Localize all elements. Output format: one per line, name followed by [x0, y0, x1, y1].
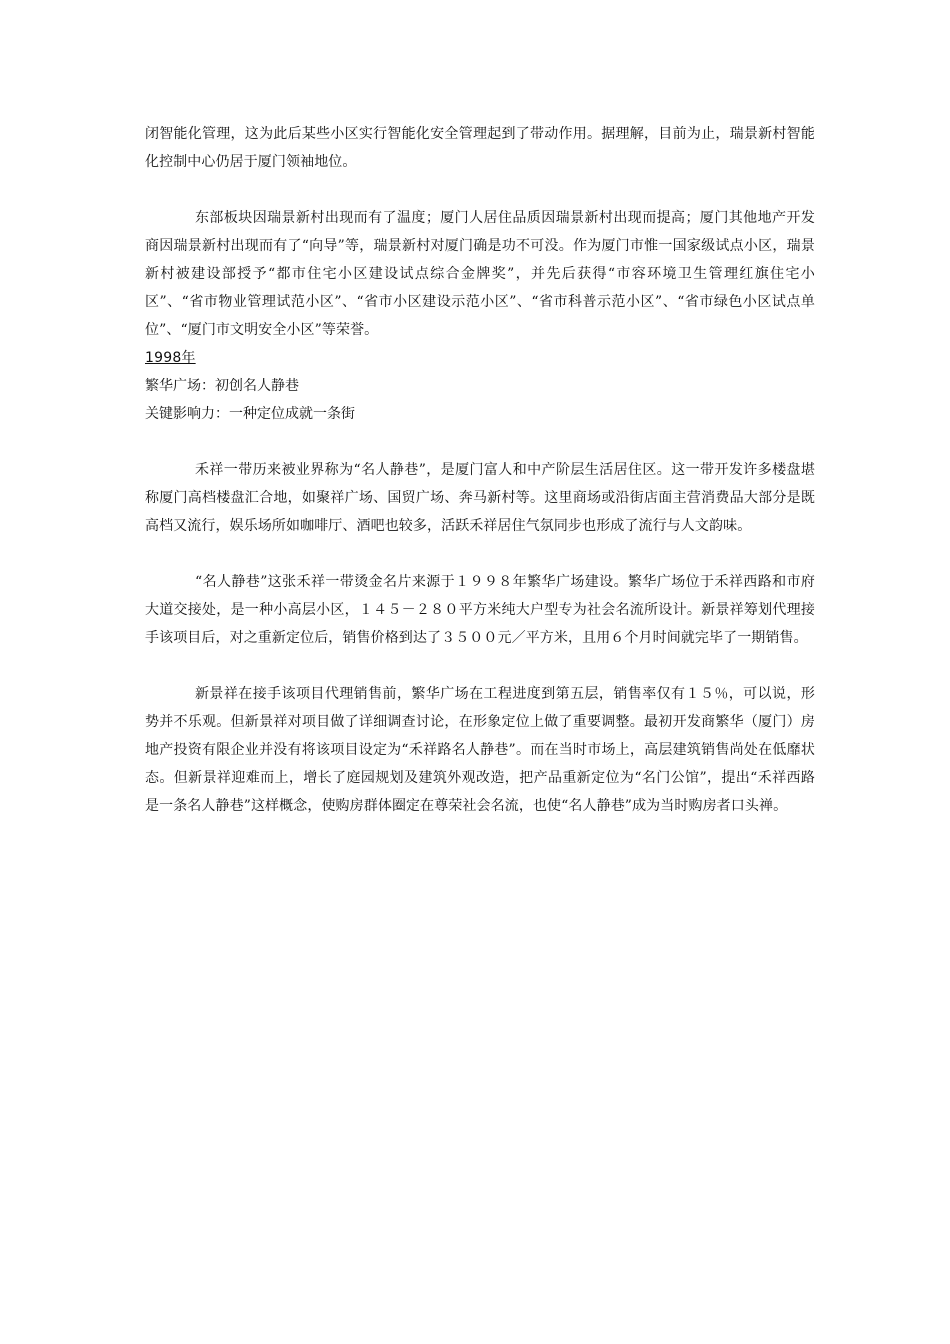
paragraph-smart-management: 闭智能化管理，这为此后某些小区实行智能化安全管理起到了带动作用。据理解，目前为止，瑞景新村智能化控制中心仍居于厦门领袖地位。	[145, 126, 815, 170]
project-title: 繁华广场：初创名人静巷	[145, 378, 299, 394]
paragraph-hexiang-area: 禾祥一带历来被业界称为“名人静巷”，是厦门富人和中产阶层生活居住区。这一带开发许多楼盘堪称厦门高档楼盘汇合地，如聚祥广场、国贸广场、奔马新村等。这里商场或沿街店面主营消费品大部分是既高档又流行，娱乐场所如咖啡厅、酒吧也较多，活跃禾祥居住气氛同步也形成了流行与人文韵味。	[145, 462, 815, 534]
paragraph-fanhua-plaza: “名人静巷”这张禾祥一带烫金名片来源于１９９８年繁华广场建设。繁华广场位于禾祥西路和市府大道交接处，是一种小高层小区，１４５－２８０平方米纯大户型专为社会名流所设计。新景祥筹划代理接手该项目后，对之重新定位后，销售价格到达了３５００元／平方米，且用６个月时间就完毕了一期销售。	[145, 574, 815, 646]
paragraph-ruijing-honors: 东部板块因瑞景新村出现而有了温度；厦门人居住品质因瑞景新村出现而提高；厦门其他地产开发商因瑞景新村出现而有了“向导”等，瑞景新村对厦门确是功不可没。作为厦门市惟一国家级试点小区，瑞景新村被建设部授予“都市住宅小区建设试点综合金牌奖”，并先后获得“市容环境卫生管理红旗住宅小区”、“省市物业管理试范小区”、“省市小区建设示范小区”、“省市科普示范小区”、“省市绿色小区试点单位”、“厦门市文明安全小区”等荣誉。	[145, 210, 815, 338]
section-year-heading: 1998年	[145, 350, 196, 366]
key-impact-line: 关键影响力：一种定位成就一条街	[145, 406, 355, 422]
paragraph-repositioning: 新景祥在接手该项目代理销售前，繁华广场在工程进度到第五层，销售率仅有１５％，可以说，形势并不乐观。但新景祥对项目做了详细调查讨论，在形象定位上做了重要调整。最初开发商繁华（厦门）房地产投资有限企业并没有将该项目设定为“禾祥路名人静巷”。而在当时市场上，高层建筑销售尚处在低靡状态。但新景祥迎难而上，增长了庭园规划及建筑外观改造，把产品重新定位为“名门公馆”，提出“禾祥西路是一条名人静巷”这样概念，使购房群体圈定在尊荣社会名流，也使“名人静巷”成为当时购房者口头禅。	[145, 686, 815, 814]
document-page	[145, 120, 815, 820]
